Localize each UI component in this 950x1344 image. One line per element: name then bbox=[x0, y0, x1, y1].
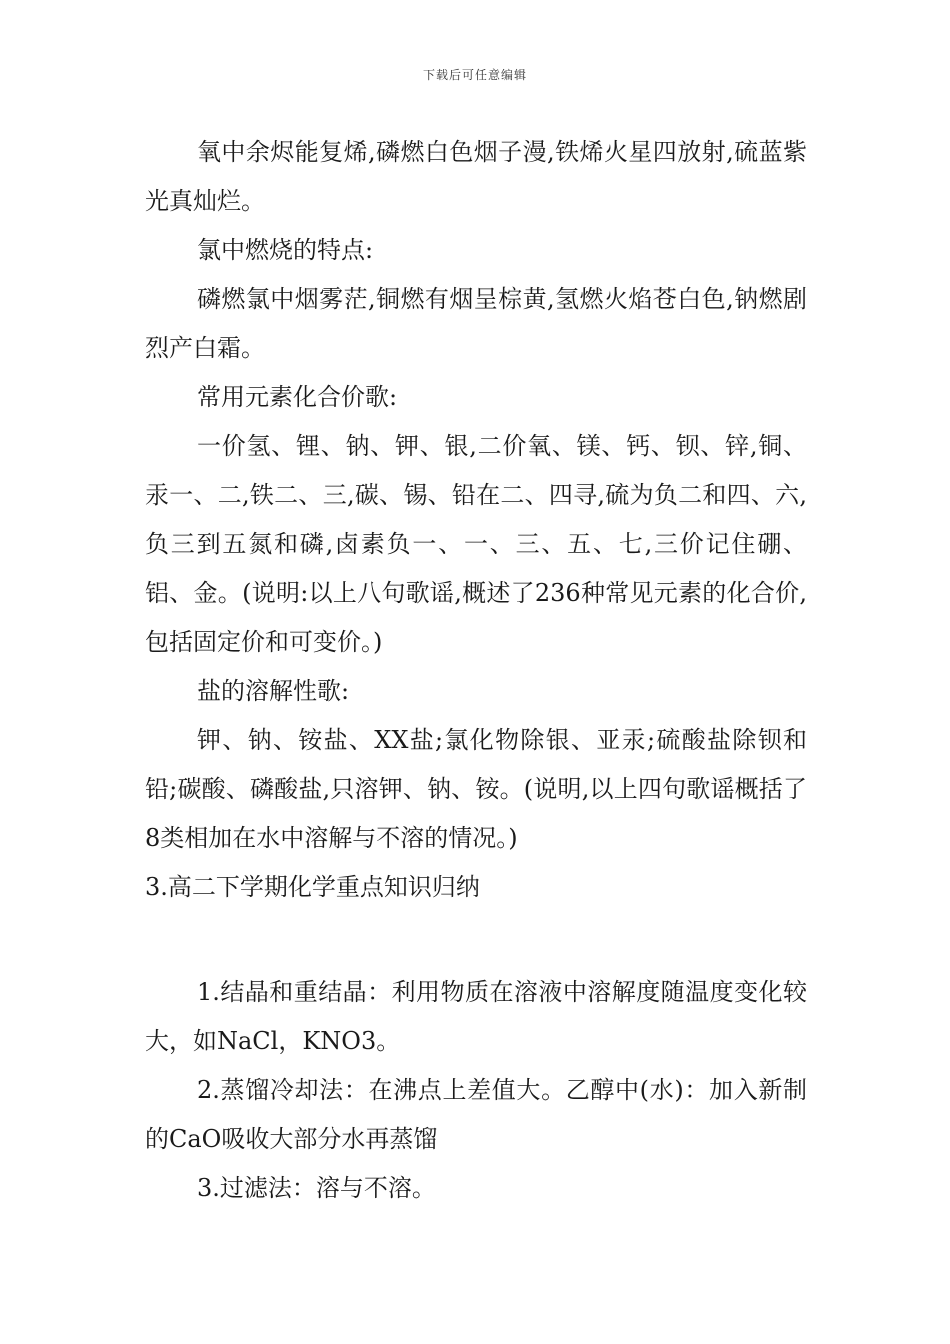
section-heading: 3.高二下学期化学重点知识归纳 bbox=[145, 873, 480, 901]
paragraph-solubility-song: 钾、钠、铵盐、XX盐;氯化物除银、亚汞;硫酸盐除钡和铅;碳酸、磷酸盐,只溶钾、钠、铵。(说明,以上四句歌谣概括了8类相加在水中溶解与不溶的情况。) bbox=[145, 726, 807, 852]
paragraph-valence-song: 一价氢、锂、钠、钾、银,二价氧、镁、钙、钡、锌,铜、汞一、二,铁二、三,碳、锡、铅在二、四寻,硫为负二和四、六,负三到五氮和磷,卤素负一、一、三、五、七,三价记住硼、铝、金。(说明:以上八句歌谣,概述了236种常见元素的化合价,包括固定价和可变价。) bbox=[145, 432, 807, 656]
paragraph-valence-heading: 常用元素化合价歌: bbox=[197, 383, 398, 411]
paragraph-oxygen-combustion: 氧中余烬能复烯,磷燃白色烟子漫,铁烯火星四放射,硫蓝紫光真灿烂。 bbox=[145, 138, 807, 215]
paragraph-chlorine-heading: 氯中燃烧的特点: bbox=[197, 236, 374, 264]
paragraph-distillation: 2.蒸馏冷却法：在沸点上差值大。乙醇中(水)：加入新制的CaO吸收大部分水再蒸馏 bbox=[145, 1076, 807, 1153]
page-header: 下载后可任意编辑 bbox=[422, 68, 527, 82]
section-gap bbox=[145, 912, 807, 968]
paragraph-chlorine-combustion: 磷燃氯中烟雾茫,铜燃有烟呈棕黄,氢燃火焰苍白色,钠燃剧烈产白霜。 bbox=[145, 285, 807, 362]
paragraph-crystallization: 1.结晶和重结晶：利用物质在溶液中溶解度随温度变化较大，如NaCl，KNO3。 bbox=[145, 978, 807, 1055]
paragraph-solubility-heading: 盐的溶解性歌: bbox=[197, 677, 350, 705]
document-body bbox=[145, 128, 807, 1213]
paragraph-filtration: 3.过滤法：溶与不溶。 bbox=[197, 1174, 436, 1202]
